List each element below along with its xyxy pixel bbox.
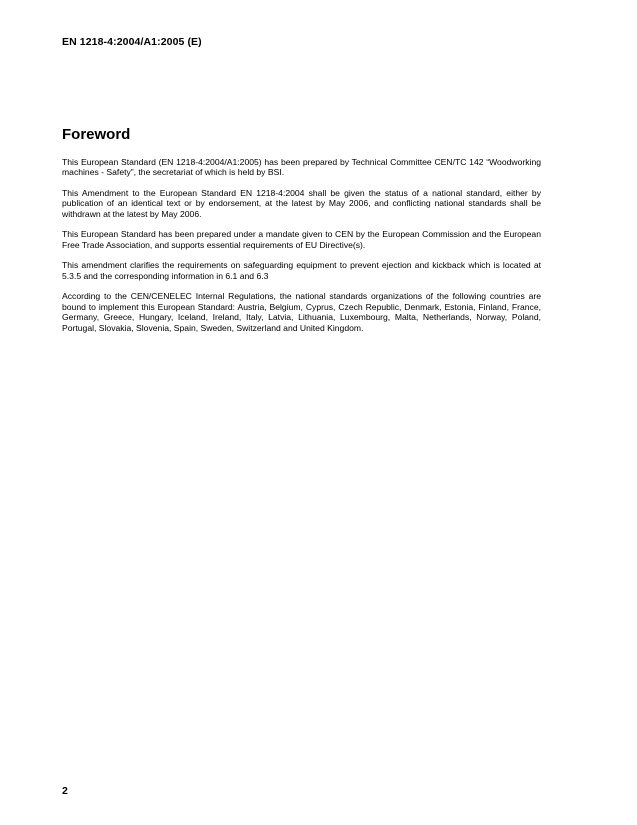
foreword-paragraph: This European Standard (EN 1218-4:2004/A1:2005) has been prepared by Technical Committee CEN/TC 142 “Woodworking machines - Safety”, the secretariat of which is held by BSI. (62, 157, 541, 178)
section-title: Foreword (62, 126, 131, 143)
foreword-body (62, 157, 541, 343)
foreword-paragraph: This European Standard has been prepared under a mandate given to CEN by the European Commission and the European Free Trade Association, and supports essential requirements of EU Directive(s). (62, 229, 541, 250)
foreword-paragraph: According to the CEN/CENELEC Internal Regulations, the national standards organizations of the following countries are bound to implement this European Standard: Austria, Belgium, Cyprus, Czech Republic, Denmark, Estonia, Finland, France, Germany, Greece, Hungary, Iceland, Ireland, Italy, Latvia, Lithuania, Luxembourg, Malta, Netherlands, Norway, Poland, Portugal, Slovakia, Slovenia, Spain, Sweden, Switzerland and United Kingdom. (62, 291, 541, 333)
foreword-paragraph: This amendment clarifies the requirements on safeguarding equipment to prevent ejection and kickback which is located at 5.3.5 and the corresponding information in 6.1 and 6.3 (62, 260, 541, 281)
document-header: EN 1218-4:2004/A1:2005 (E) (62, 36, 202, 48)
foreword-paragraph: This Amendment to the European Standard EN 1218-4:2004 shall be given the status of a national standard, either by publication of an identical text or by endorsement, at the latest by May 2006, and conflicting national standards shall be withdrawn at the latest by May 2006. (62, 188, 541, 219)
page-number: 2 (62, 785, 68, 797)
